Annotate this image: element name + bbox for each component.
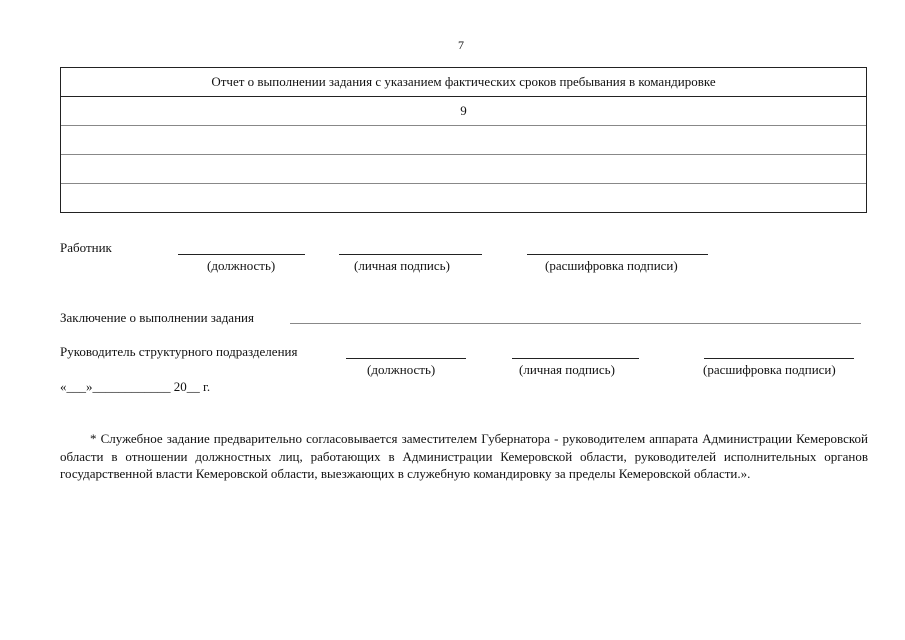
worker-signature-line[interactable] <box>339 254 482 255</box>
page-number: 7 <box>458 38 464 52</box>
head-decoding-caption: (расшифровка подписи) <box>703 362 836 377</box>
head-signature-line[interactable] <box>512 358 639 359</box>
worker-position-line[interactable] <box>178 254 305 255</box>
conclusion-label: Заключение о выполнении задания <box>60 310 254 325</box>
head-position-caption: (должность) <box>367 362 436 377</box>
report-table <box>60 67 867 213</box>
table-row[interactable] <box>61 155 866 184</box>
table-column-number-cell: 9 <box>61 97 866 126</box>
head-position-line[interactable] <box>346 358 466 359</box>
head-label: Руководитель структурного подразделения <box>60 344 298 359</box>
worker-signature-caption: (личная подпись) <box>354 258 450 273</box>
worker-position-caption: (должность) <box>207 258 276 273</box>
table-row[interactable] <box>61 184 866 212</box>
table-header-cell: Отчет о выполнении задания с указанием фактических сроков пребывания в командировке <box>61 68 866 97</box>
head-signature-caption: (личная подпись) <box>519 362 615 377</box>
head-decoding-line[interactable] <box>704 358 854 359</box>
worker-decoding-caption: (расшифровка подписи) <box>545 258 678 273</box>
worker-label: Работник <box>60 240 112 255</box>
worker-decoding-line[interactable] <box>527 254 708 255</box>
conclusion-line[interactable] <box>290 323 861 324</box>
footnote: * Служебное задание предварительно согласовывается заместителем Губернатора - руководителем аппарата Администрации Кемеровской области в отношении должностных лиц, работающих в Администрации Кемеровской области, руководителей исполнительных органов государственной власти Кемеровской области, выезжающих в служебную командировку за пределы Кемеровской области.». <box>60 431 868 481</box>
table-row[interactable] <box>61 126 866 155</box>
date-line[interactable]: «___»____________ 20__ г. <box>60 379 211 394</box>
